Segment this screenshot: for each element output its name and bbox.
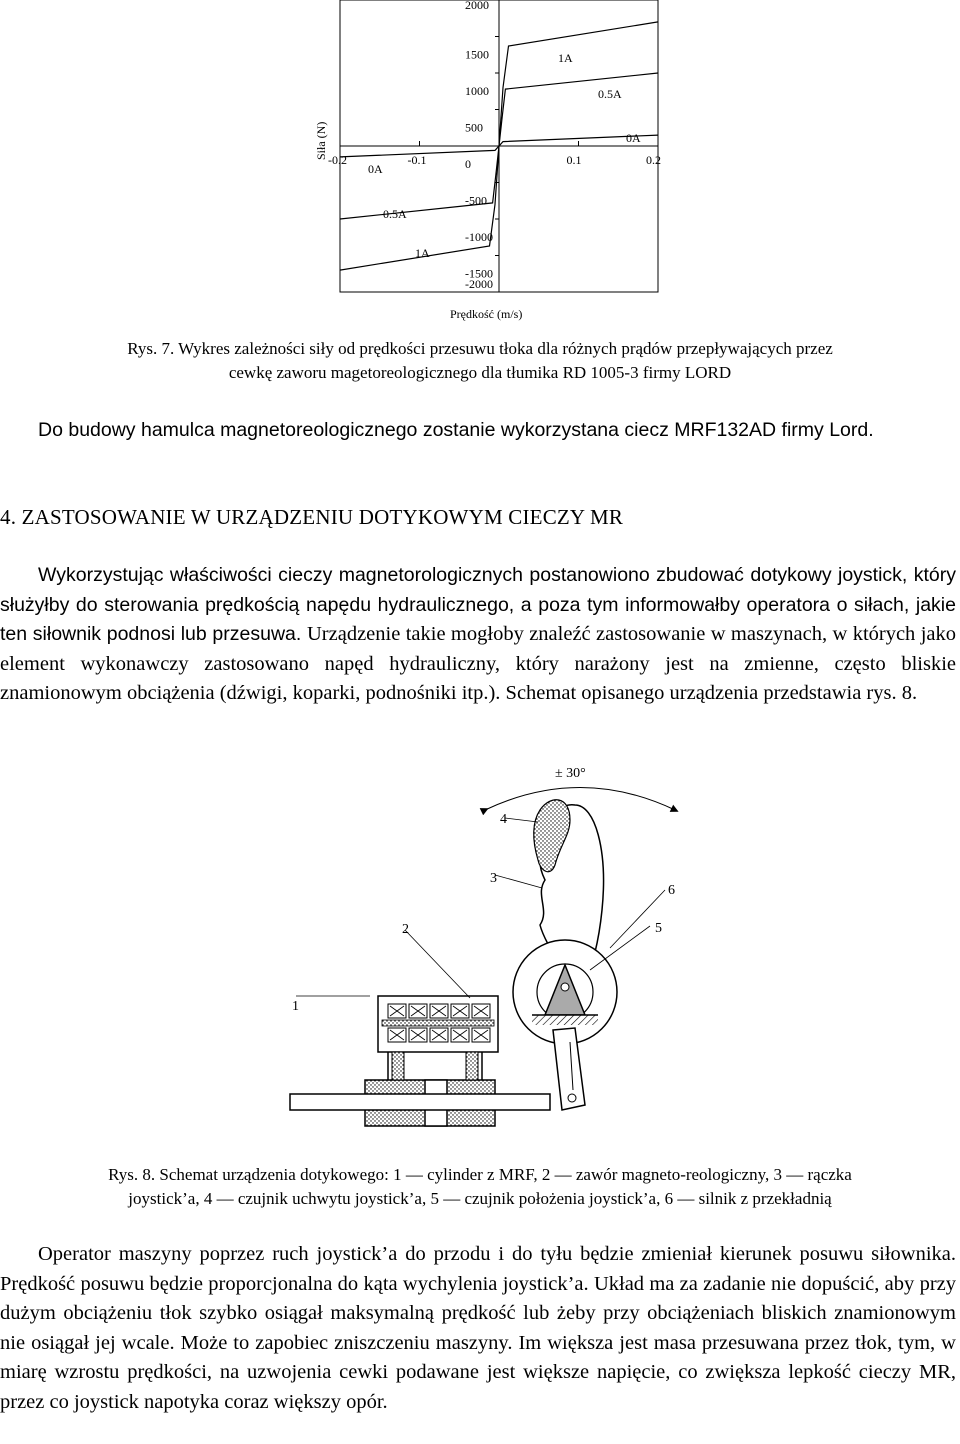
series-annotation-right: 0A: [626, 131, 641, 145]
valve-channel-left: [392, 1052, 404, 1080]
y-tick-label: 1000: [465, 84, 489, 98]
pivot-base: [532, 1015, 598, 1025]
series-annotation-left: 1A: [415, 246, 430, 260]
swing-angle-label: ± 30°: [555, 766, 586, 781]
chart-labels-group: [314, 0, 661, 321]
x-tick-label: -0.2: [328, 153, 347, 167]
series-annotation-left: 0.5A: [383, 207, 407, 221]
x-tick-label: 0.1: [566, 153, 582, 167]
paragraph-operation: Operator maszyny poprzez ruch joystick’a do przodu i do tyłu będzie zmieniał kierunek posuwu siłownika. Prędkość posuwu będzie proporcjonalna do kąta wychylenia joystick’a. Układ ma za zadanie nie dopuścić, aby przy dużym obciążeniu tłok szybko osiągał maksymalną prędkość lub żeby przy obciążeniach bliskich znamionowym nie osiągał jej wcale. Może to zapobiec zniszczeniu maszyny. Im większa jest masa przesuwana przez tłok, tym, w miarę wzrostu prędkości, na uzwojenia cewki podawane jest większe napięcie, co zwiększa lepkość cieczy MR, przez co joystick napotyka coraz większy opór.: [0, 1243, 956, 1413]
diagram-label-6: 6: [668, 883, 675, 898]
series-annotation-left: 0A: [368, 162, 383, 176]
paragraph-joystick-intro-part-1: Wykorzystując właściwości cieczy magnetorologicznych postanowiono zbudować dotykowy joystick, który służyłby do sterowania prędkością napędu hydraulicznego, a poza tym informowałby operatora o siłach, jakie ten siłownik podnosi lub przesuwa.: [0, 564, 956, 645]
paragraph-joystick-intro: [0, 561, 956, 709]
diagram-label-1: 1: [292, 999, 299, 1014]
y-tick-label: 1500: [465, 47, 489, 62]
diagram-label-2: 2: [402, 922, 409, 937]
figure-8-caption-line-1: Rys. 8. Schemat urządzenia dotykowego: 1 — cylinder z MRF, 2 — zawór magneto-reologiczny, 3 — rączka: [108, 1165, 852, 1184]
figure-8-caption: [0, 1163, 960, 1211]
diagram-label-4: 4: [500, 812, 507, 827]
series-annotation-right: 1A: [558, 51, 573, 65]
x-tick-label: -0.1: [407, 153, 427, 167]
lever-pin: [568, 1094, 576, 1102]
leader-line-4: [505, 818, 538, 822]
x-axis-label: Prędkość (m/s): [450, 307, 523, 321]
diagram-label-5: 5: [655, 921, 662, 936]
valve-channel-right: [466, 1052, 478, 1080]
diagram-label-3: 3: [490, 871, 497, 886]
y-tick-label: 2000: [465, 0, 489, 12]
y-tick-label: -2000: [465, 277, 493, 291]
valve-coils: [382, 1004, 494, 1042]
joystick-device-diagram: [270, 760, 720, 1160]
pivot-point: [561, 983, 569, 991]
x-tick-label: 0.2: [646, 153, 661, 167]
piston-rod: [290, 1094, 550, 1110]
figure-8-caption-line-2: joystick’a, 4 — czujnik uchwytu joystick’a, 5 — czujnik położenia joystick’a, 6 — silnik z przekładnią: [128, 1189, 832, 1208]
y-tick-label: -1000: [465, 230, 493, 244]
paragraph-joystick-intro-part-2: Urządzenie takie mogłoby znaleźć zastosowanie w maszynach, w których jako element wykonawczy zastosowano napęd hydrauliczny, który narażony jest na zmienne, często bliskie znamionowym obciążenia (dźwigi, koparki, podnośniki itp.). Schemat opisanego urządzenia przedstawia rys. 8.: [0, 623, 956, 704]
y-tick-label: 500: [465, 120, 483, 135]
figure-7-caption: [0, 337, 960, 385]
series-annotation-right: 0.5A: [598, 87, 622, 101]
valve-gap: [382, 1020, 494, 1026]
y-axis-label: Siła (N): [314, 121, 328, 160]
figure-7-caption-line-2: cewkę zaworu magetoreologicznego dla tłumika RD 1005-3 firmy LORD: [228, 363, 732, 382]
y-tick-label: -500: [465, 193, 487, 208]
paragraph-mr-fluid: Do budowy hamulca magnetoreologicznego zostanie wykorzystana ciecz MRF132AD firmy Lord.: [38, 419, 874, 441]
leader-line-6: [610, 890, 665, 948]
leader-line-3: [495, 875, 542, 888]
section-heading: 4. ZASTOSOWANIE W URZĄDZENIU DOTYKOWYM CIECZY MR: [0, 505, 624, 529]
force-velocity-chart: [0, 0, 960, 328]
figure-7-caption-line-1: Rys. 7. Wykres zależności siły od prędkości przesuwu tłoka dla różnych prądów przepływających przez: [127, 339, 833, 358]
y-tick-label: 0: [465, 157, 471, 171]
leader-line-2: [405, 930, 470, 998]
y-tick-label: -1500: [465, 266, 493, 281]
